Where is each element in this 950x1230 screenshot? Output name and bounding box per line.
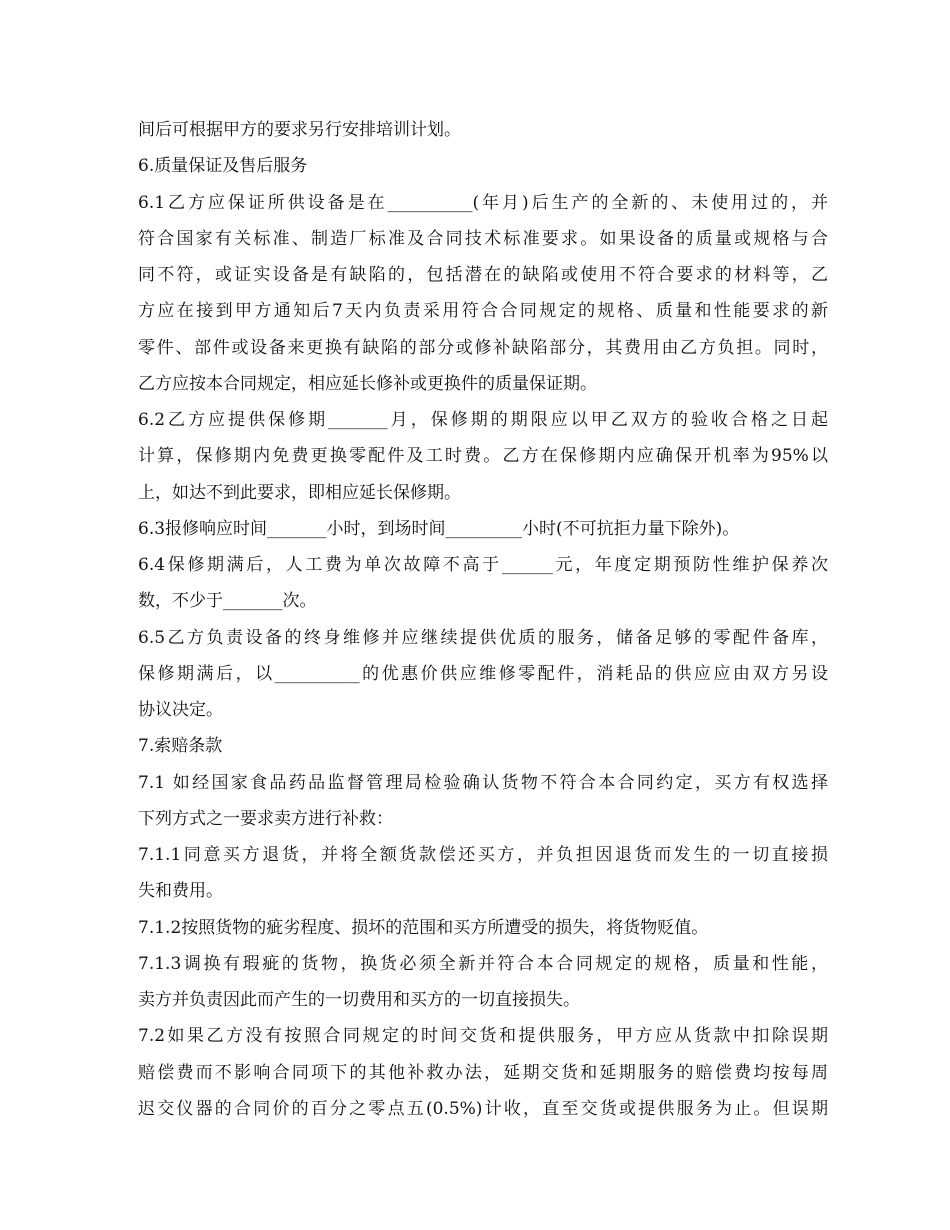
text-line: 保修期满后，以__________的优惠价供应维修零配件，消耗品的供应应由双方另设 xyxy=(138,663,828,684)
text-line: 6.3报修响应时间_______小时，到场时间_________小时(不可抗拒力量下除外)。 xyxy=(138,518,740,539)
text-line: 6.质量保证及售后服务 xyxy=(138,156,308,177)
text-line: 7.1.3调换有瑕疵的货物，换货必须全新并符合本合同规定的规格，质量和性能， xyxy=(138,953,828,974)
text-line: 失和费用。 xyxy=(138,881,223,902)
text-line: 下列方式之一要求卖方进行补救： xyxy=(138,808,393,829)
text-line: 计算，保修期内免费更换零配件及工时费。乙方在保修期内应确保开机率为95%以 xyxy=(138,446,828,467)
text-line: 卖方并负责因此而产生的一切费用和买方的一切直接损失。 xyxy=(138,990,580,1010)
text-line: 6.2乙方应提供保修期_______月，保修期的期限应以甲乙双方的验收合格之日起 xyxy=(138,410,828,430)
text-line: 符合国家有关标准、制造厂标准及合同技术标准要求。如果设备的质量或规格与合 xyxy=(138,228,828,249)
text-line: 协议决定。 xyxy=(138,700,223,720)
document-page xyxy=(138,112,828,1127)
text-line: 7.1.2按照货物的疵劣程度、损坏的范围和买方所遭受的损失，将货物贬值。 xyxy=(138,917,709,938)
text-line: 7.2如果乙方没有按照合同规定的时间交货和提供服务，甲方应从货款中扣除误期 xyxy=(138,1026,828,1047)
text-line: 同不符，或证实设备是有缺陷的，包括潜在的缺陷或使用不符合要求的材料等，乙 xyxy=(138,265,828,285)
text-line: 7.1.1同意买方退货，并将全额货款偿还买方，并负担因退货而发生的一切直接损 xyxy=(138,845,828,865)
text-line: 方应在接到甲方通知后7天内负责采用符合合同规定的规格、质量和性能要求的新 xyxy=(138,301,828,322)
text-line: 零件、部件或设备来更换有缺陷的部分或修补缺陷部分，其费用由乙方负担。同时， xyxy=(138,337,828,358)
text-line: 赔偿费而不影响合同项下的其他补救办法，延期交货和延期服务的赔偿费均按每周 xyxy=(138,1062,828,1083)
text-line: 7.索赔条款 xyxy=(138,736,223,757)
text-line: 数，不少于_______次。 xyxy=(138,591,317,612)
text-line: 迟交仪器的合同价的百分之零点五(0.5%)计收，直至交货或提供服务为止。但误期 xyxy=(138,1098,828,1119)
text-line: 乙方应按本合同规定，相应延长修补或更换件的质量保证期。 xyxy=(138,373,597,394)
text-line: 上，如达不到此要求，即相应延长保修期。 xyxy=(138,482,461,503)
text-line: 6.5乙方负责设备的终身维修并应继续提供优质的服务，储备足够的零配件备库， xyxy=(138,627,828,648)
text-line: 6.1乙方应保证所供设备是在__________(年月)后生产的全新的、未使用过的，并 xyxy=(138,192,828,213)
text-line: 6.4保修期满后，人工费为单次故障不高于______元，年度定期预防性维护保养次 xyxy=(138,555,828,575)
text-line: 7.1 如经国家食品药品监督管理局检验确认货物不符合本合同约定，买方有权选择 xyxy=(138,772,828,793)
text-line: 间后可根据甲方的要求另行安排培训计划。 xyxy=(138,120,461,140)
